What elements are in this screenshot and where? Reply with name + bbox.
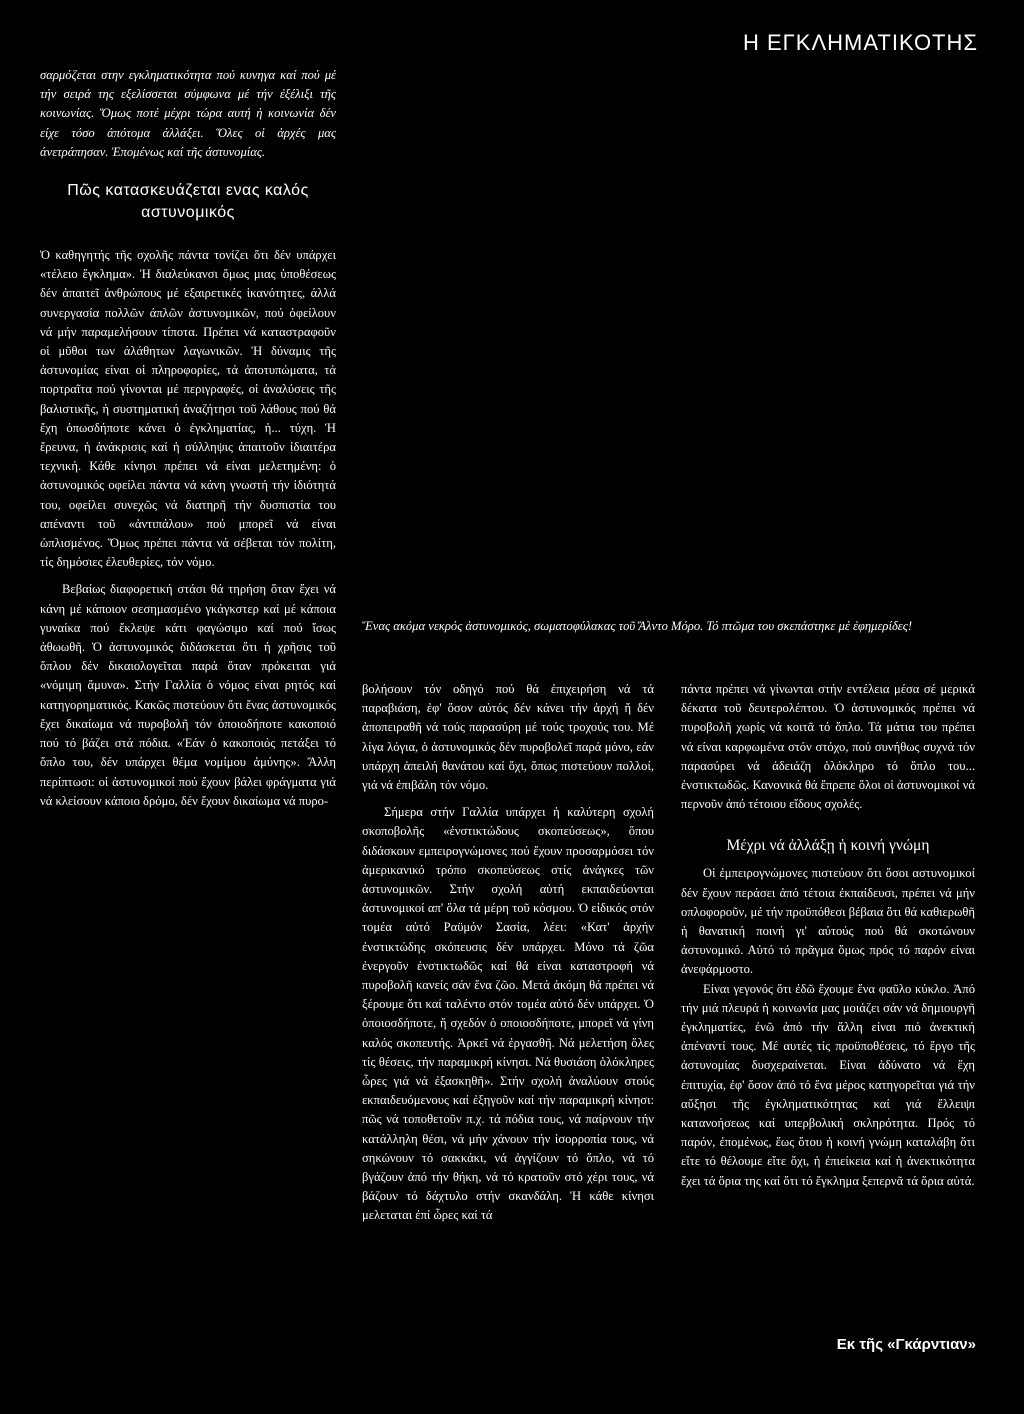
right-paragraph-3: Είναι γεγονός ὅτι ἐδῶ ἔχουμε ἕνα φαῦλο κύκλο. Ἀπό τήν μιά πλευρά ἡ κοινωνία μας μοιάζει σάν νά δημιουργῆ ἐγκληματίες, ἐνῶ ἀπό τήν ἄλλη είναι πιό ἀνεκτική ἀπέναντί τους. Μέ αυτές τίς προϋποθέσεις, τό ἔργο τῆς ἀστυνομίας δυσχεραίνεται. Είναι ἀδύνατο νά ἔχη ἐπιτυχία, ἐφ' ὅσον ἀπό τό ἕνα μέρος κατηγορεῖται γιά τήν αὔξησι τῆς ἐγκληματικότητας καί γιά ἔλλειψι κατανοήσεως καί υπερβολική σκληρότητα. Πρός τό παρόν, ἐπομένως, ἕως ὅτου ἡ κοινή γνώμη καταλάβη ὅτι εἴτε τό θέλουμε εἴτε ὄχι, ἡ ἐπιείκεια καί ἡ ἀνεκτικότητα ἔχει τά ὅρια της καί ὅτι τό ἔγκλημα ξεπερνᾶ τά ὅρια αὐτά.: [681, 981, 975, 1188]
right-paragraph-2: Οἱ ἐμπειρογνώμονες πιστεύουν ὅτι ὅσοι αστυνομικοί δέν ἔχουν περάσει ἀπό τέτοια ἐκπαίδευσι, πρέπει νά μήν οπλοφοροῦν, μέ τήν προϋπόθεσι βέβαια ὅτι θά καθιερωθῆ ἡ θανατική ποινή γι' αὐτούς πού θά σκοτώνουν ἀστυνομικό. Αὐτό τό πρᾶγμα ὅμως πρός τό παρόν είναι ἀνεφάρμοστο.: [681, 866, 975, 977]
left-column: [40, 66, 336, 811]
article-subheading: Πῶς κατασκευάζεται ενας καλός αστυνομικός: [67, 182, 309, 222]
source-credit: Εκ τῆς «Γκάρντιαν»: [836, 1336, 976, 1353]
left-paragraph-1: Ὁ καθηγητής τῆς σχολῆς πάντα τονίζει ὅτι δέν υπάρχει «τέλειο ἔγκλημα». Ἡ διαλεύκανσι ὅμως μιας ὑποθέσεως δέν ἀπαιτεῖ ἀνθρώπους μέ εξαιρετικές ἱκανότητες, άλλά συνεργασία πολλῶν άπλῶν ἀστυνομικῶν, πού ὀφείλουν νά μήν παραμελήσουν τίποτα. Πρέπει νά καταστραφοῦν οἱ μῦθοι των άλάθητων λαγωνικῶν. Ἡ δύναμις τῆς ἀστυνομίας είναι οἱ πληροφορίες, τά ἀποτυπώματα, τά πορτραῖτα πού γίνονται μέ περιγραφές, οἱ ἀναλύσεις τῆς βαλιστικῆς, ἡ συστηματική ἀναζήτησι τοῦ λάθους πού θά ἔχη ὁπωσδήποτε κάνει ὁ ἐγκληματίας, ἡ... τύχη. Ἡ ἔρευνα, ἡ ἀνάκρισις καί ἡ σύλληψις ἀπαιτοῦν ἰδιαιτέρα τεχνική. Κάθε κίνησι πρέπει νά είναι μελετημένη: ὁ ἀστυνομικός οφείλει πάντα νά κάνη γνωστή τήν ἰδιότητά του, οφείλει συνεχῶς νά διατηρῆ τήν δυσπιστία του απέναντι τοῦ «ἀντιπάλου» πού μπορεῖ νά είναι ὡπλισμένος. Ὅμως πρέπει πάντα νά σέβεται τόν πολίτη, τίς δημόσιες ἐλευθερίες, τόν νόμο.: [40, 248, 336, 570]
right-paragraph-1: πάντα πρέπει νά γίνωνται στήν εντέλεια μέσα σέ μερικά δέκατα τοῦ δευτερολέπτου. Ὁ ἀστυνομικός πρέπει νά πυροβολῆ χωρίς νά κοιτᾶ τό ὅπλο. Τά μάτια του πρέπει νά είναι καρφωμένα στόν στόχο, πού συνήθως συχνά τόν παρασύρει νά άδειάζη ὁλόκληρο τό ὅπλο του... ἐνστικτωδῶς. Κανονικά θά ἔπρεπε ὅλοι οἱ ἀστυνομικοί νά περνοῦν ἀπό τέτοιου εἴδους σχολές.: [681, 682, 975, 812]
photo-caption: Ἕνας ακόμα νεκρός ἀστυνομικός, σωματοφύλακας τοῦ Ἄλντο Μόρο. Τό πτῶμα του σκεπάστηκε μέ ἐφημερίδες!: [362, 619, 913, 633]
middle-paragraph-1: βολήσουν τόν οδηγό πού θά ἐπιχειρήση νά τά παραβιάση, ἐφ' ὅσον αὐτός δέν κάνει τήν ἀρχή ἤ δέν ἀποπειραθῆ νά τούς παρασύρη μέ τούς τροχούς του. Μέ λίγα λόγια, ὁ ἀστυνομικός δέν πυροβολεῖ παρά μόνο, εάν υπάρχη ἀπειλή θανάτου καί ὄχι, ὅπως πιστεύουν πολλοί, γιά νά ἐπιβάλη τόν νόμο.: [362, 682, 654, 793]
middle-paragraph-2: Σήμερα στήν Γαλλία υπάρχει ἡ καλύτερη σχολή σκοποβολῆς «ἐνστικτώδους σκοπεύσεως», ὅπου διδάσκουν εμπειρογνώμονες πού ἔχουν προσαρμόσει τόν ἀμερικανικό τρόπο σκοπεύσεως στίς ἀνάγκες τῶν ἀστυνομικῶν. Στήν σχολή αὐτή εκπαιδεύονται ἀστυνομικοί απ' ὅλα τά μέρη τοῦ κόσμου. Ὁ εἰδικός στόν τομέα αὐτό Ραϋμόν Σασία, λέει: «Κατ' ἀρχήν ἐνστικτώδης σκόπευσις δέν υπάρχει. Μόνο τά ζῶα ἐνεργοῦν ἐνστικτωδῶς καί θά είναι καταστροφή νά πυροβολῆ κανείς σάν ἕνα ζῶο. Μετά ἀκόμη θά πρέπει νά ξέρουμε ὅτι καί ταλέντο στόν τομέα αὐτό δέν υπάρχει. Ὁ ὁποιοσδήποτε, ἤ σχεδόν ὁ οποιοσδήποτε, μπορεῖ νά γίνη καλός σκοπευτής. Ἀρκεῖ νά ἐργασθῆ. Νά μελετήση ὅλες τίς θέσεις, τήν παραμικρή κίνησι. Νά θυσιάση ὁλόκληρες ὧρες γιά νά ἐξασκηθῆ». Στήν σχολή ἀναλύουν στούς εκπαιδευόμενους καί ἐξηγοῦν καί τήν παραμικρή κίνησι: πῶς νά τοποθετοῦν π.χ. τά πόδια τους, νά παίρνουν τήν κατάλληλη θέσι, νά μήν χάνουν τήν ἰσορροπία τους, νά σηκώνουν τό σακκάκι, νά ἀγγίζουν τό ὅπλο, νά τό βγάζουν ἀπό τήν θήκη, νά τό κρατοῦν στό χέρι τους, νά βάζουν τό δάχτυλο στήν σκανδάλη. Ἡ κάθε κίνησι μελεταται ἐπί ὧρες καί τά: [362, 805, 654, 1223]
middle-column: [362, 680, 654, 1226]
intro-paragraph: σαρμόζεται στην εγκληματικότητα πού κυνηγα καί πού μέ τήν σειρά της εξελίσσεται σύμφωνα μέ τήν ἐξέλιξι τῆς κοινωνίας. Ὅμως ποτέ μέχρι τώρα αυτή ἡ κοινωνία δέν είχε τόσο άπότομα άλλάξει. Ὅλες οἱ ἀρχές μας άνετράπησαν. Ἐπομένως καί τῆς άστυνομίας.: [40, 68, 336, 159]
section-title: Η ΕΓΚΛΗΜΑΤΙΚΟΤΗΣ: [742, 30, 978, 55]
left-paragraph-2: Βεβαίως διαφορετική στάσι θά τηρήση ὅταν ἔχει νά κάνη μέ κάποιον σεσημασμένο γκάγκστερ καί μέ κάποια γυναίκα πού ἔκλεψε κάτι φαγώσιμο καί πού ἴσως ἀθωωθῆ. Ὁ ἀστυνομικός διδάσκεται ὅτι ἡ χρῆσις τοῦ ὅπλου δέν δικαιολογεῖται παρά ὅταν πρόκειται γιά «νόμιμη ἄμυνα». Στήν Γαλλία ὁ νόμος είναι ρητός καί κατηγορηματικός. Κακῶς πιστεύουν ὅτι ἔνας ἀστυνομικός ἔχει δικαίωμα νά πυροβολῆ τόν ὁποιοδήποτε κακοποιό πού τό βάζει στά πόδια. «Ἐάν ὁ κακοποιός πετάξει τό ὅπλο του, δέν υπάρχει θέμα νομίμου ἀμύνης». Ἄλλη περίπτωσι: οἱ ἀστυνομικοί πού ἔχουν βάλει φράγματα γιά νά κλείσουν κάποιο δρόμο, δέν ἔχουν δικαίωμα νά πυρο-: [40, 582, 336, 808]
right-subheading: Μέχρι νά ἀλλάξῃ ἡ κοινή γνώμη: [726, 837, 930, 855]
right-column: [681, 680, 975, 1191]
